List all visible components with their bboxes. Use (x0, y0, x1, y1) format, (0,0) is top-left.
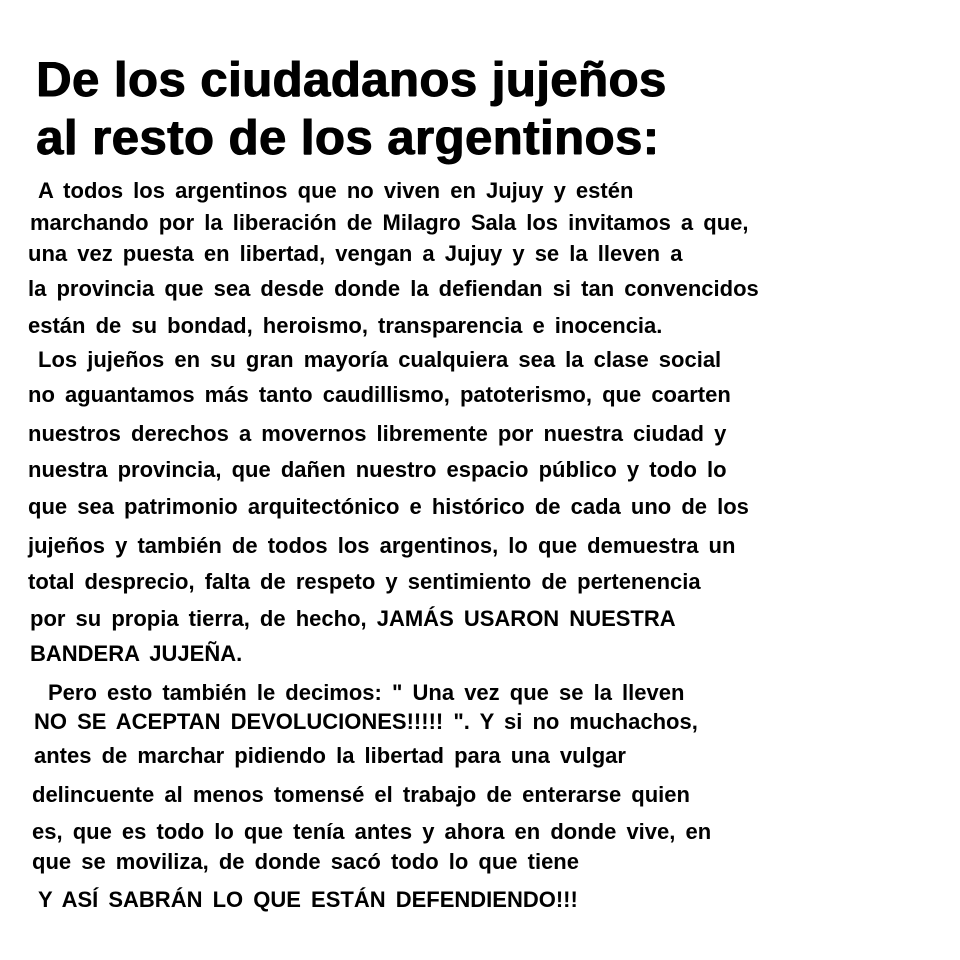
body-line-6: Los jujeños en su gran mayoría cualquiera sea la clase social (38, 347, 722, 372)
body-line-4: la provincia que sea desde donde la defiendan si tan convencidos (28, 276, 759, 301)
body-line-7: no aguantamos más tanto caudillismo, patoterismo, que coarten (28, 382, 731, 407)
title-line-1: De los ciudadanos jujeños (36, 53, 667, 107)
body-line-21: Y ASÍ SABRÁN LO QUE ESTÁN DEFENDIENDO!!! (38, 887, 578, 912)
body-line-20: que se moviliza, de donde sacó todo lo que tiene (32, 849, 579, 874)
body-line-9: nuestra provincia, que dañen nuestro espacio público y todo lo (28, 457, 727, 482)
body-line-2: marchando por la liberación de Milagro Sala los invitamos a que, (30, 210, 749, 235)
body-line-3: una vez puesta en libertad, vengan a Jujuy y se la lleven a (28, 241, 683, 266)
body-line-13: por su propia tierra, de hecho, JAMÁS USARON NUESTRA (30, 606, 676, 631)
body-line-15: Pero esto también le decimos: " Una vez que se la lleven (48, 680, 685, 705)
body-line-16: NO SE ACEPTAN DEVOLUCIONES!!!!! ". Y si no muchachos, (34, 709, 698, 734)
body-line-12: total desprecio, falta de respeto y sentimiento de pertenencia (28, 569, 701, 594)
body-line-17: antes de marchar pidiendo la libertad para una vulgar (34, 743, 626, 768)
title-line-2: al resto de los argentinos: (36, 111, 660, 165)
body-line-10: que sea patrimonio arquitectónico e histórico de cada uno de los (28, 494, 749, 519)
body-line-19: es, que es todo lo que tenía antes y ahora en donde vive, en (32, 819, 712, 844)
body-line-11: jujeños y también de todos los argentinos, lo que demuestra un (28, 533, 736, 558)
body-line-5: están de su bondad, heroismo, transparencia e inocencia. (28, 313, 663, 338)
body-line-8: nuestros derechos a movernos libremente por nuestra ciudad y (28, 421, 727, 446)
body-line-18: delincuente al menos tomensé el trabajo de enterarse quien (32, 782, 690, 807)
body-line-1: A todos los argentinos que no viven en Jujuy y estén (38, 178, 634, 203)
body-line-14: BANDERA JUJEÑA. (30, 641, 243, 666)
